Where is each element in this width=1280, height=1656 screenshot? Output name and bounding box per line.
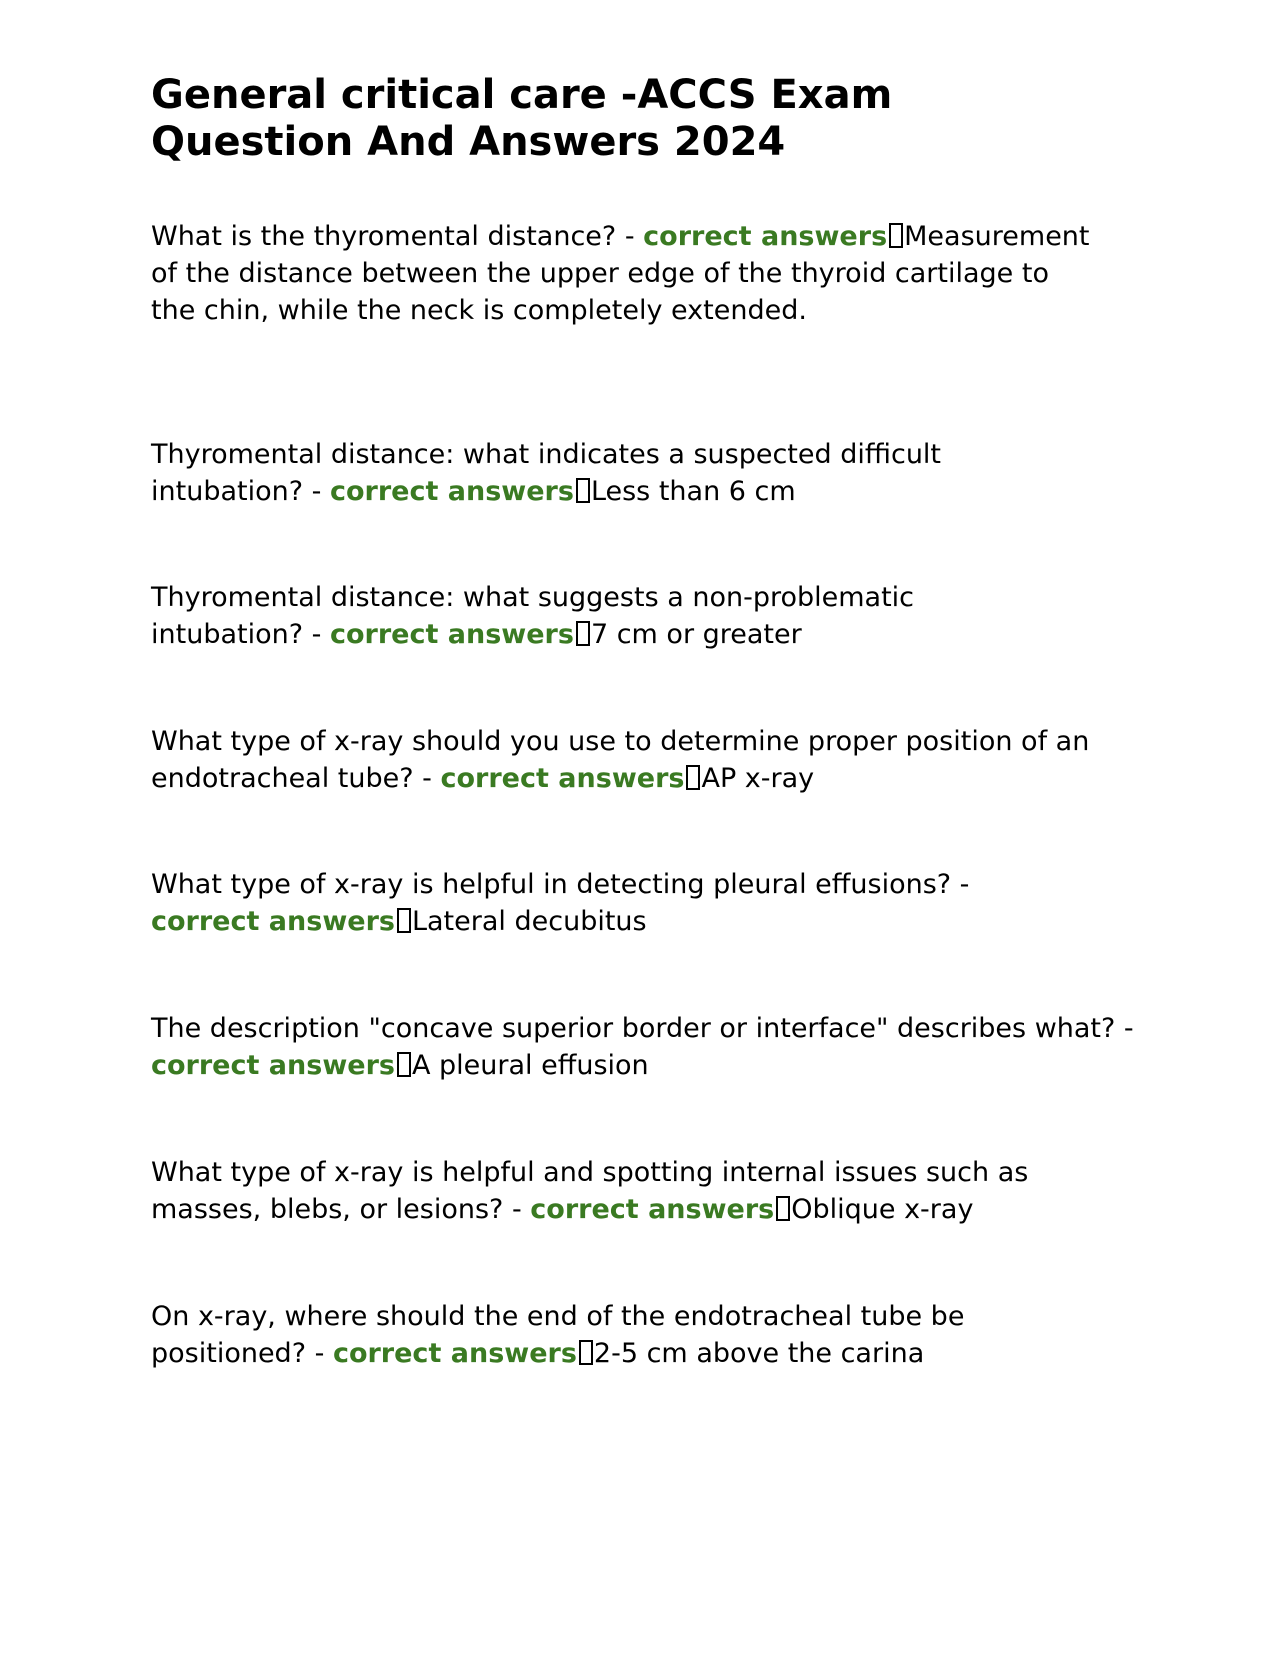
answer-text: Measurement of the distance between the upper edge of the thyroid cartilage to the chin, while the neck is completely extended. (151, 221, 1090, 326)
correct-answers-label: correct answers (440, 763, 685, 794)
document-title: General critical care -ACCS Exam Question And Answers 2024 (151, 72, 893, 165)
question-text: What type of x-ray is helpful in detecting pleural effusions? - (151, 869, 970, 900)
missing-glyph-icon (397, 908, 411, 933)
answer-text: Oblique x-ray (791, 1194, 974, 1225)
question-text: Thyromental distance: what suggests a non-problematic intubation? - (151, 582, 915, 650)
missing-glyph-icon (576, 621, 590, 646)
missing-glyph-icon (776, 1196, 790, 1221)
document-page (151, 72, 1151, 1369)
correct-answers-label: correct answers (530, 1194, 775, 1225)
missing-glyph-icon (576, 478, 590, 503)
qa-item (151, 866, 1051, 940)
missing-glyph-icon (397, 1052, 411, 1077)
qa-item (151, 436, 1011, 510)
missing-glyph-icon (686, 765, 700, 790)
answer-text: Lateral decubitus (411, 906, 647, 937)
correct-answers-label: correct answers (151, 1050, 395, 1081)
missing-glyph-icon (889, 223, 903, 248)
question-text: What type of x-ray is helpful and spotting internal issues such as masses, blebs, or lesions? - (151, 1157, 1029, 1225)
answer-text: AP x-ray (701, 763, 815, 794)
correct-answers-label: correct answers (329, 619, 574, 650)
qa-item (151, 579, 1011, 653)
qa-item (151, 1298, 1051, 1372)
qa-item (151, 218, 1101, 329)
answer-text: 7 cm or greater (590, 619, 802, 650)
question-text: What type of x-ray should you use to determine proper position of an endotracheal tube? - (151, 726, 1090, 794)
question-text: The description "concave superior border or interface" describes what? - (151, 1013, 1134, 1044)
qa-item (151, 723, 1141, 797)
answer-text: 2-5 cm above the carina (593, 1338, 925, 1369)
answer-text: Less than 6 cm (590, 476, 796, 507)
qa-item (151, 1154, 1141, 1228)
correct-answers-label: correct answers (151, 906, 395, 937)
correct-answers-label: correct answers (332, 1338, 577, 1369)
answer-text: A pleural effusion (411, 1050, 649, 1081)
qa-item (151, 1010, 1141, 1084)
question-text: On x-ray, where should the end of the endotracheal tube be positioned? - (151, 1301, 965, 1369)
question-text: What is the thyromental distance? - (151, 221, 644, 252)
question-text: Thyromental distance: what indicates a suspected difficult intubation? - (151, 439, 942, 507)
correct-answers-label: correct answers (329, 476, 574, 507)
missing-glyph-icon (579, 1340, 593, 1365)
correct-answers-label: correct answers (643, 221, 888, 252)
